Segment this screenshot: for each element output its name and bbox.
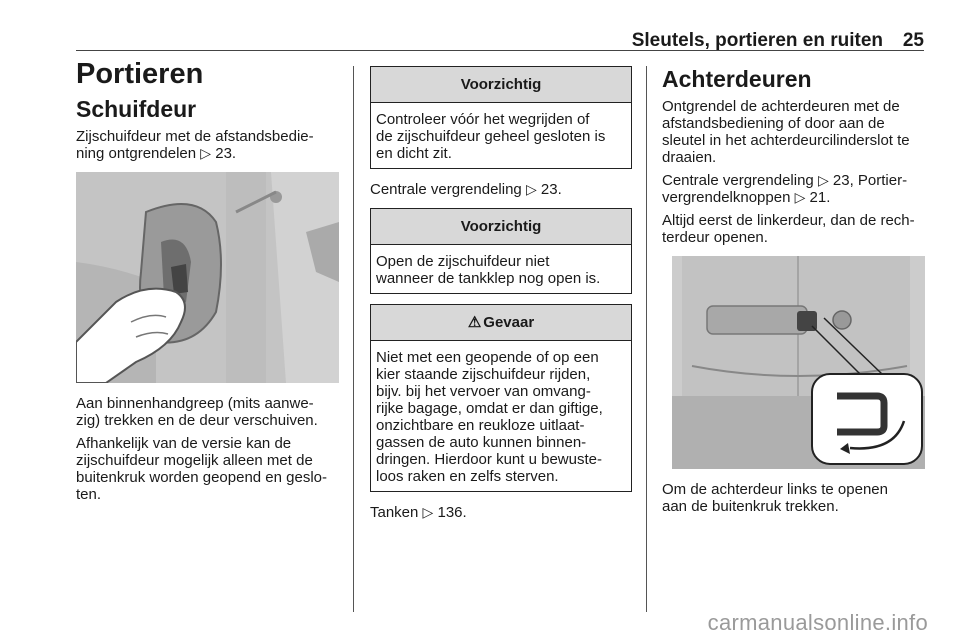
text-line: loos raken en zelfs sterven. [376, 468, 559, 485]
danger-label: Gevaar [483, 314, 535, 331]
caution-title: Voorzichtig [371, 67, 631, 103]
reference-arrow-icon: ▷ [200, 145, 212, 161]
paragraph [76, 435, 344, 503]
text-line: kier staande zijschuifdeur rijden, [376, 366, 591, 383]
paragraph [662, 98, 924, 166]
text: vergrendelknoppen [662, 189, 795, 206]
subsection-title: Schuifdeur [76, 96, 197, 122]
rear-door-handle-drawing [672, 256, 925, 469]
paragraph [76, 395, 344, 429]
reference-arrow-icon: ▷ [817, 172, 829, 188]
text-line: gassen de auto kunnen binnen- [376, 434, 587, 451]
rear-door-handle-illustration [672, 256, 925, 469]
text: Centrale vergrendeling [662, 172, 818, 189]
reference-arrow-icon: ▷ [794, 189, 806, 205]
caution-box [370, 66, 632, 169]
page-header-title: Sleutels, portieren en ruiten [631, 30, 883, 51]
text-line: zijschuifdeur mogelijk alleen met de [76, 452, 313, 469]
central-locking-reference [370, 181, 632, 198]
intro-line: ning ontgrendelen [76, 145, 201, 162]
fuel-reference [370, 504, 632, 521]
text-line: Open de zijschuifdeur niet [376, 253, 550, 270]
caution-box [370, 208, 632, 294]
paragraph [662, 212, 924, 246]
text-line: Ontgrendel de achterdeuren met de [662, 98, 900, 115]
text-line: ten. [76, 486, 102, 503]
text-line: afstandsbediening of door aan de [662, 115, 885, 132]
sliding-door-handle-illustration [76, 172, 339, 383]
danger-box [370, 304, 632, 492]
page-reference[interactable]: 23. [211, 145, 237, 162]
intro-text [76, 128, 344, 162]
text-line: bijv. bij het vervoer van omvang- [376, 383, 591, 400]
left-column [76, 58, 344, 503]
paragraph [662, 481, 924, 515]
section-title: Achterdeuren [662, 66, 812, 92]
warning-triangle-icon: ⚠ [467, 314, 482, 331]
text-line: zig) trekken en de deur verschuiven. [76, 412, 318, 429]
reference-arrow-icon: ▷ [422, 504, 434, 520]
text-line: Om de achterdeur links te openen [662, 481, 888, 498]
reference-arrow-icon: ▷ [525, 181, 537, 197]
watermark: carmanualsonline.info [707, 610, 928, 635]
text-line: Altijd eerst de linkerdeur, dan de rech- [662, 212, 915, 229]
caution-title: Voorzichtig [371, 209, 631, 245]
text-line: onzichtbare en reukloze uitlaat- [376, 417, 585, 434]
page-reference[interactable]: 21. [805, 189, 831, 206]
text-line: buitenkruk worden geopend en geslo- [76, 469, 328, 486]
page-number: 25 [902, 30, 924, 51]
page-reference[interactable]: 23, Portier- [828, 172, 908, 189]
text-line: wanneer de tankklep nog open is. [376, 270, 601, 287]
header-rule [76, 50, 924, 51]
intro-line: Zijschuifdeur met de afstandsbedie- [76, 128, 314, 145]
danger-title [371, 305, 631, 341]
caution-text [371, 245, 631, 293]
paragraph [662, 172, 924, 206]
text: Tanken [370, 504, 419, 521]
column-divider [646, 66, 647, 612]
text-line: Afhankelijk van de versie kan de [76, 435, 292, 452]
text-line: en dicht zit. [376, 145, 452, 162]
section-title: Portieren [76, 58, 204, 90]
middle-column [370, 66, 632, 521]
text-line: Aan binnenhandgreep (mits aanwe- [76, 395, 314, 412]
danger-text [371, 341, 631, 491]
right-column [662, 58, 924, 515]
page-reference[interactable]: 136. [433, 504, 467, 521]
text-line: Controleer vóór het wegrijden of [376, 111, 590, 128]
page-reference[interactable]: 23. [536, 181, 562, 198]
sliding-door-handle-drawing [76, 172, 339, 383]
text-line: dringen. Hierdoor kunt u bewuste- [376, 451, 602, 468]
text-line: Niet met een geopende of op een [376, 349, 599, 366]
text-line: draaien. [662, 149, 717, 166]
text: Centrale vergrendeling [370, 181, 522, 198]
text-line: sleutel in het achterdeurcilinderslot te [662, 132, 910, 149]
text-line: de zijschuifdeur geheel gesloten is [376, 128, 606, 145]
column-divider [353, 66, 354, 612]
caution-text [371, 103, 631, 168]
text-line: rijke bagage, omdat er dan giftige, [376, 400, 603, 417]
text-line: terdeur openen. [662, 229, 768, 246]
text-line: aan de buitenkruk trekken. [662, 498, 839, 515]
